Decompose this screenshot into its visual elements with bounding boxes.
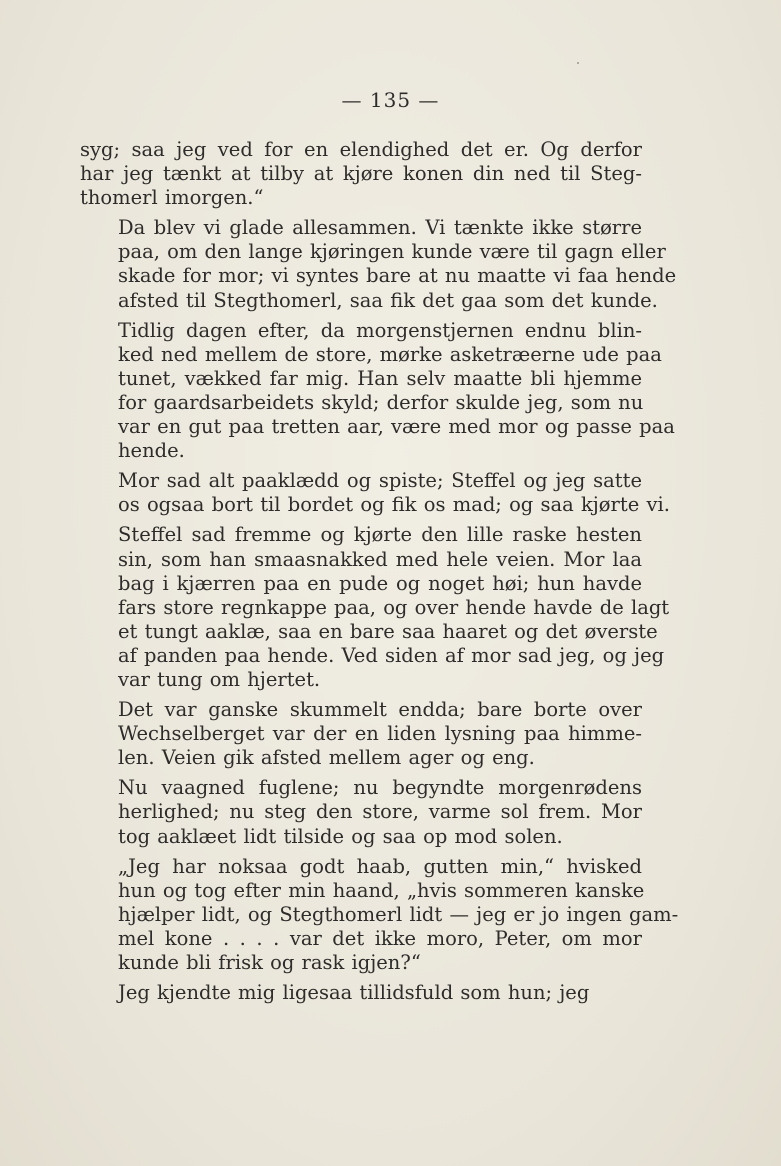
- text-line: hende.: [118, 439, 185, 463]
- text-line: Det var ganske skummelt endda; bare borte over: [118, 698, 642, 722]
- text-line: et tungt aaklæ, saa en bare saa haaret og det øverste: [118, 619, 658, 643]
- paragraph: [80, 698, 642, 770]
- text-line: sin, som han smaasnakked med hele veien. Mor laa: [118, 547, 642, 571]
- text-line: len. Veien gik afsted mellem ager og eng.: [118, 746, 535, 770]
- ink-spot: [577, 62, 579, 64]
- text-line: Nu vaagned fuglene; nu begyndte morgenrødens: [118, 776, 642, 800]
- paragraph: [80, 318, 675, 464]
- paragraph: [80, 981, 642, 1005]
- text-line: for gaardsarbeidets skyld; derfor skulde jeg, som nu: [118, 390, 644, 414]
- text-line: afsted til Stegthomerl, saa fik det gaa som det kunde.: [118, 288, 658, 312]
- text-line: tog aaklæet lidt tilside og saa op mod solen.: [118, 824, 563, 848]
- paragraph: [80, 216, 677, 312]
- text-line: Da blev vi glade allesammen. Vi tænkte ikke større: [118, 216, 642, 240]
- text-line: os ogsaa bort til bordet og fik os mad; og saa kjørte vi.: [118, 493, 670, 517]
- body-text: [80, 138, 679, 1011]
- text-line: har jeg tænkt at tilby at kjøre konen din ned til Steg-: [80, 162, 642, 186]
- text-line: hun og tog efter min haand, „hvis sommeren kanske: [118, 878, 645, 902]
- text-line: Tidlig dagen efter, da morgenstjernen endnu blin-: [118, 318, 642, 342]
- text-line: Wechselberget var der en liden lysning paa himme-: [118, 722, 642, 746]
- text-line: tunet, vækked far mig. Han selv maatte bli hjemme: [118, 366, 642, 390]
- text-line: syg; saa jeg ved for en elendighed det er. Og derfor: [80, 138, 642, 161]
- text-line: herlighed; nu steg den store, varme sol frem. Mor: [118, 800, 642, 824]
- text-line: bag i kjærren paa en pude og noget høi; hun havde: [118, 571, 642, 595]
- paragraph: [80, 854, 679, 975]
- text-line: kunde bli frisk og rask igjen?“: [118, 951, 421, 974]
- text-line: af panden paa hende. Ved siden af mor sad jeg, og jeg: [118, 643, 665, 667]
- text-line: „Jeg har noksaa godt haab, gutten min,“ hvisked: [118, 854, 642, 878]
- paragraph: [80, 469, 670, 517]
- text-line: thomerl imorgen.“: [80, 186, 264, 210]
- text-line: var en gut paa tretten aar, være med mor og passe paa: [118, 415, 675, 439]
- text-line: Steffel sad fremme og kjørte den lille raske hesten: [118, 523, 642, 547]
- text-line: skade for mor; vi syntes bare at nu maatte vi faa hende: [118, 264, 677, 288]
- text-line: ked ned mellem de store, mørke asketræerne ude paa: [118, 342, 662, 366]
- text-line: Jeg kjendte mig ligesaa tillidsfuld som hun; jeg: [118, 981, 590, 1005]
- paragraph: [80, 776, 642, 848]
- text-line: fars store regnkappe paa, og over hende havde de lagt: [118, 595, 670, 619]
- page-number: — 135 —: [341, 88, 440, 112]
- text-line: paa, om den lange kjøringen kunde være til gagn eller: [118, 240, 666, 264]
- text-line: Mor sad alt paaklædd og spiste; Steffel og jeg satte: [118, 469, 642, 493]
- text-line: var tung om hjertet.: [118, 667, 321, 691]
- paragraph: [80, 138, 642, 210]
- text-line: mel kone . . . . var det ikke moro, Peter, om mor: [118, 926, 642, 950]
- text-line: hjælper lidt, og Stegthomerl lidt — jeg er jo ingen gam-: [118, 902, 679, 926]
- paragraph: [80, 523, 670, 692]
